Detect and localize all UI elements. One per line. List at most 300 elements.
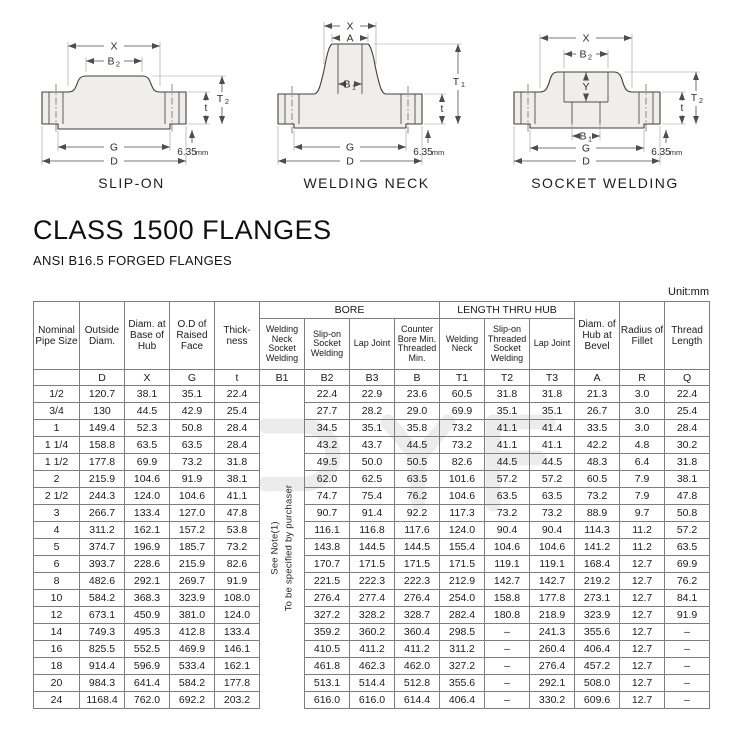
cell-T1: 254.0: [440, 590, 485, 607]
symbol-A: A: [575, 370, 620, 386]
cell-size: 4: [34, 522, 80, 539]
cell-T3: 57.2: [530, 471, 575, 488]
cell-D: 177.8: [80, 454, 125, 471]
cell-R: 6.4: [620, 454, 665, 471]
col-header-bore-slip-on: Slip-on Socket Welding: [305, 319, 350, 370]
cell-B3: 616.0: [350, 692, 395, 709]
cell-A: 508.0: [575, 675, 620, 692]
cell-T1: 101.6: [440, 471, 485, 488]
symbol-D: D: [80, 370, 125, 386]
cell-T2: 158.8: [485, 590, 530, 607]
cell-B: 411.2: [395, 641, 440, 658]
table-row: [34, 624, 710, 641]
cell-X: 38.1: [125, 386, 170, 403]
table-row: [34, 386, 710, 403]
cell-D: 311.2: [80, 522, 125, 539]
cell-B1-merged: [260, 675, 305, 692]
cell-t: 31.8: [215, 454, 260, 471]
cell-B2: 616.0: [305, 692, 350, 709]
dim-d-label: D: [110, 155, 118, 168]
cell-B2: 276.4: [305, 590, 350, 607]
cell-size: 3/4: [34, 403, 80, 420]
cell-Q: –: [665, 624, 710, 641]
cell-B: 614.4: [395, 692, 440, 709]
cell-D: 984.3: [80, 675, 125, 692]
cell-B3: 28.2: [350, 403, 395, 420]
cell-T3: 31.8: [530, 386, 575, 403]
cell-A: 73.2: [575, 488, 620, 505]
dim-b1-sub: 1: [587, 134, 593, 144]
symbol-empty-cell: [34, 370, 80, 386]
cell-B: 328.7: [395, 607, 440, 624]
cell-T1: 406.4: [440, 692, 485, 709]
cell-Q: 91.9: [665, 607, 710, 624]
dim-d-label: D: [582, 155, 590, 168]
table-row: [34, 488, 710, 505]
cell-D: 244.3: [80, 488, 125, 505]
cell-B3: 222.3: [350, 573, 395, 590]
col-header-bore-welding-neck: Welding Neck Socket Welding: [260, 319, 305, 370]
cell-R: 12.7: [620, 556, 665, 573]
cell-B3: 360.2: [350, 624, 395, 641]
cell-T3: 276.4: [530, 658, 575, 675]
cell-T2: –: [485, 624, 530, 641]
cell-Q: –: [665, 692, 710, 709]
cell-R: 12.7: [620, 590, 665, 607]
cell-B: 92.2: [395, 505, 440, 522]
cell-T2: 41.1: [485, 437, 530, 454]
cell-D: 215.9: [80, 471, 125, 488]
cell-B2: 221.5: [305, 573, 350, 590]
cell-B2: 143.8: [305, 539, 350, 556]
cell-size: 2: [34, 471, 80, 488]
cell-R: 7.9: [620, 488, 665, 505]
cell-B2: 359.2: [305, 624, 350, 641]
cell-X: 44.5: [125, 403, 170, 420]
cell-A: 21.3: [575, 386, 620, 403]
table-row: [34, 556, 710, 573]
col-header-hub-slip-on: Slip-on Threaded Socket Welding: [485, 319, 530, 370]
cell-T1: 124.0: [440, 522, 485, 539]
cell-G: 73.2: [170, 454, 215, 471]
cell-T1: 104.6: [440, 488, 485, 505]
cell-Q: –: [665, 675, 710, 692]
cell-X: 124.0: [125, 488, 170, 505]
cell-T1: 117.3: [440, 505, 485, 522]
cell-Q: 50.8: [665, 505, 710, 522]
col-header-diam-base-hub: Diam. at Base of Hub: [125, 302, 170, 370]
symbol-t: t: [215, 370, 260, 386]
cell-T3: 41.4: [530, 420, 575, 437]
cell-G: 412.8: [170, 624, 215, 641]
cell-B3: 144.5: [350, 539, 395, 556]
cell-B2: 170.7: [305, 556, 350, 573]
cell-size: 8: [34, 573, 80, 590]
cell-Q: –: [665, 658, 710, 675]
cell-G: 469.9: [170, 641, 215, 658]
cell-B: 360.4: [395, 624, 440, 641]
cell-B1-merged: [260, 437, 305, 454]
cell-R: 12.7: [620, 624, 665, 641]
cell-B2: 34.5: [305, 420, 350, 437]
cell-R: 7.9: [620, 471, 665, 488]
cell-t: 177.8: [215, 675, 260, 692]
cell-T3: 35.1: [530, 403, 575, 420]
cell-R: 3.0: [620, 403, 665, 420]
cell-R: 12.7: [620, 573, 665, 590]
cell-T3: 292.1: [530, 675, 575, 692]
cell-T3: 90.4: [530, 522, 575, 539]
dim-x-label: X: [345, 20, 354, 33]
cell-B2: 27.7: [305, 403, 350, 420]
cell-Q: 22.4: [665, 386, 710, 403]
dim-t1-sub: 1: [460, 80, 465, 89]
cell-T3: 260.4: [530, 641, 575, 658]
table-row: [34, 692, 710, 709]
table-row: [34, 590, 710, 607]
cell-t: 108.0: [215, 590, 260, 607]
cell-D: 482.6: [80, 573, 125, 590]
cell-B1-merged: [260, 454, 305, 471]
flange-diagrams: [0, 0, 730, 191]
col-header-bore-lap-joint: Lap Joint: [350, 319, 395, 370]
cell-T1: 73.2: [440, 420, 485, 437]
table-row: [34, 607, 710, 624]
cell-D: 393.7: [80, 556, 125, 573]
cell-size: 1 1/4: [34, 437, 80, 454]
unit-label: Unit:mm: [668, 286, 709, 298]
cell-t: 25.4: [215, 403, 260, 420]
diagram-welding-neck: [258, 12, 476, 191]
dim-x-label: X: [110, 40, 118, 53]
cell-T1: 327.2: [440, 658, 485, 675]
cell-D: 749.3: [80, 624, 125, 641]
cell-X: 63.5: [125, 437, 170, 454]
raised-face-note-unit: mm: [669, 148, 683, 157]
cell-T1: 298.5: [440, 624, 485, 641]
cell-R: 12.7: [620, 641, 665, 658]
cell-X: 641.4: [125, 675, 170, 692]
cell-T1: 355.6: [440, 675, 485, 692]
cell-B2: 513.1: [305, 675, 350, 692]
cell-T1: 171.5: [440, 556, 485, 573]
b1-note-line2: To be specified by purchaser: [283, 484, 294, 612]
cell-A: 60.5: [575, 471, 620, 488]
cell-B: 29.0: [395, 403, 440, 420]
group-header-length-thru-hub: LENGTH THRU HUB: [440, 302, 575, 319]
cell-A: 26.7: [575, 403, 620, 420]
cell-T2: 44.5: [485, 454, 530, 471]
cell-B3: 462.3: [350, 658, 395, 675]
cell-size: 12: [34, 607, 80, 624]
cell-B2: 74.7: [305, 488, 350, 505]
cell-G: 584.2: [170, 675, 215, 692]
cell-B: 144.5: [395, 539, 440, 556]
col-header-outside-diam: Outside Diam.: [80, 302, 125, 370]
cell-size: 3: [34, 505, 80, 522]
cell-B2: 49.5: [305, 454, 350, 471]
cell-Q: 28.4: [665, 420, 710, 437]
cell-T3: 73.2: [530, 505, 575, 522]
page-title: CLASS 1500 FLANGES: [33, 215, 332, 245]
cell-T2: 90.4: [485, 522, 530, 539]
dim-x-label: X: [582, 32, 590, 45]
cell-T3: 63.5: [530, 488, 575, 505]
cell-T3: 177.8: [530, 590, 575, 607]
dim-t-label: t: [440, 103, 443, 115]
cell-Q: 31.8: [665, 454, 710, 471]
cell-G: 215.9: [170, 556, 215, 573]
cell-G: 692.2: [170, 692, 215, 709]
raised-face-note: 6.35: [651, 147, 671, 158]
cell-X: 162.1: [125, 522, 170, 539]
cell-B: 44.5: [395, 437, 440, 454]
cell-T3: 104.6: [530, 539, 575, 556]
cell-A: 323.9: [575, 607, 620, 624]
cell-A: 406.4: [575, 641, 620, 658]
cell-B1-merged: [260, 420, 305, 437]
dim-t2-sub: 2: [224, 97, 230, 106]
col-header-counter-bore: Counter Bore Min. Threaded Min.: [395, 319, 440, 370]
cell-G: 269.7: [170, 573, 215, 590]
b1-note-line1: See Note(1): [269, 521, 281, 575]
dim-t-label: t: [204, 102, 208, 114]
col-header-diam-hub-bevel: Diam. of Hub at Bevel: [575, 302, 620, 370]
dim-b1-label: B: [579, 130, 587, 143]
cell-B1-merged: [260, 692, 305, 709]
symbol-B: B: [395, 370, 440, 386]
cell-t: 133.4: [215, 624, 260, 641]
cell-T3: 241.3: [530, 624, 575, 641]
cell-T3: 41.1: [530, 437, 575, 454]
cell-T3: 330.2: [530, 692, 575, 709]
cell-T2: 142.7: [485, 573, 530, 590]
cell-B2: 43.2: [305, 437, 350, 454]
cell-T2: 31.8: [485, 386, 530, 403]
cell-size: 20: [34, 675, 80, 692]
col-header-thread-length: Thread Length: [665, 302, 710, 370]
cell-X: 52.3: [125, 420, 170, 437]
cell-X: 495.3: [125, 624, 170, 641]
cell-X: 196.9: [125, 539, 170, 556]
dim-g-label: G: [345, 141, 354, 154]
cell-R: 12.7: [620, 692, 665, 709]
cell-X: 762.0: [125, 692, 170, 709]
col-header-thickness: Thick-ness: [215, 302, 260, 370]
cell-t: 28.4: [215, 420, 260, 437]
diagram-caption-socket-welding: SOCKET WELDING: [531, 175, 679, 191]
cell-T2: 35.1: [485, 403, 530, 420]
diagram-caption-slip-on: SLIP-ON: [98, 175, 165, 191]
cell-B3: 277.4: [350, 590, 395, 607]
cell-R: 9.7: [620, 505, 665, 522]
cell-t: 124.0: [215, 607, 260, 624]
cell-t: 38.1: [215, 471, 260, 488]
cell-T2: 119.1: [485, 556, 530, 573]
cell-A: 42.2: [575, 437, 620, 454]
b1-note: [269, 485, 296, 612]
cell-Q: 84.1: [665, 590, 710, 607]
cell-T2: 104.6: [485, 539, 530, 556]
cell-A: 219.2: [575, 573, 620, 590]
cell-T3: 119.1: [530, 556, 575, 573]
table-row: [34, 573, 710, 590]
cell-B3: 43.7: [350, 437, 395, 454]
dim-g-label: G: [581, 142, 591, 155]
symbol-B2: B2: [305, 370, 350, 386]
raised-face-note-unit: mm: [195, 148, 209, 157]
title-block: [33, 215, 730, 268]
cell-X: 368.3: [125, 590, 170, 607]
cell-A: 457.2: [575, 658, 620, 675]
dim-t2-label: T: [216, 93, 224, 105]
welding-neck-drawing: [258, 12, 476, 170]
dim-t1-label: T: [452, 76, 459, 88]
dim-b1-sub: 1: [351, 82, 356, 92]
cell-R: 4.8: [620, 437, 665, 454]
table-row: [34, 505, 710, 522]
raised-face-note-unit: mm: [431, 148, 444, 157]
cell-B2: 90.7: [305, 505, 350, 522]
cell-D: 914.4: [80, 658, 125, 675]
cell-B1-merged: [260, 386, 305, 403]
cell-Q: 25.4: [665, 403, 710, 420]
cell-D: 584.2: [80, 590, 125, 607]
header-row-symbols: [34, 370, 710, 386]
cell-R: 12.7: [620, 607, 665, 624]
cell-D: 120.7: [80, 386, 125, 403]
symbol-B1: B1: [260, 370, 305, 386]
cell-X: 69.9: [125, 454, 170, 471]
cell-X: 104.6: [125, 471, 170, 488]
symbol-T3: T3: [530, 370, 575, 386]
cell-size: 1: [34, 420, 80, 437]
table-row: [34, 471, 710, 488]
symbol-B3: B3: [350, 370, 395, 386]
col-header-od-raised-face: O.D of Raised Face: [170, 302, 215, 370]
cell-t: 53.8: [215, 522, 260, 539]
cell-T1: 60.5: [440, 386, 485, 403]
cell-R: 12.7: [620, 675, 665, 692]
table-row: [34, 437, 710, 454]
cell-B3: 328.2: [350, 607, 395, 624]
cell-A: 48.3: [575, 454, 620, 471]
cell-T2: 63.5: [485, 488, 530, 505]
raised-face-note: 6.35: [177, 147, 197, 158]
cell-A: 609.6: [575, 692, 620, 709]
cell-T2: –: [485, 658, 530, 675]
cell-G: 185.7: [170, 539, 215, 556]
col-header-radius-fillet: Radius of Fillet: [620, 302, 665, 370]
dim-g-label: G: [109, 141, 119, 154]
cell-B: 50.5: [395, 454, 440, 471]
cell-T1: 69.9: [440, 403, 485, 420]
cell-R: 3.0: [620, 386, 665, 403]
cell-B: 276.4: [395, 590, 440, 607]
table-row: [34, 658, 710, 675]
cell-B: 222.3: [395, 573, 440, 590]
cell-B3: 171.5: [350, 556, 395, 573]
slip-on-drawing: [24, 12, 239, 170]
cell-B3: 116.8: [350, 522, 395, 539]
col-header-hub-welding-neck: Welding Neck: [440, 319, 485, 370]
cell-D: 149.4: [80, 420, 125, 437]
cell-D: 673.1: [80, 607, 125, 624]
cell-size: 1 1/2: [34, 454, 80, 471]
flange-dimensions-table: [33, 301, 710, 709]
cell-Q: 47.8: [665, 488, 710, 505]
cell-T2: –: [485, 692, 530, 709]
cell-B1-merged: [260, 624, 305, 641]
cell-G: 63.5: [170, 437, 215, 454]
cell-X: 596.9: [125, 658, 170, 675]
cell-B: 23.6: [395, 386, 440, 403]
cell-B3: 35.1: [350, 420, 395, 437]
cell-B1-merged: [260, 641, 305, 658]
cell-B3: 62.5: [350, 471, 395, 488]
symbol-G: G: [170, 370, 215, 386]
cell-Q: 69.9: [665, 556, 710, 573]
cell-G: 381.0: [170, 607, 215, 624]
cell-t: 162.1: [215, 658, 260, 675]
cell-T1: 282.4: [440, 607, 485, 624]
dim-b2-sub: 2: [115, 59, 121, 69]
cell-X: 228.6: [125, 556, 170, 573]
cell-B3: 75.4: [350, 488, 395, 505]
cell-A: 273.1: [575, 590, 620, 607]
symbol-X: X: [125, 370, 170, 386]
cell-D: 130: [80, 403, 125, 420]
cell-A: 33.5: [575, 420, 620, 437]
cell-t: 41.1: [215, 488, 260, 505]
cell-G: 91.9: [170, 471, 215, 488]
cell-T1: 311.2: [440, 641, 485, 658]
table-row: [34, 539, 710, 556]
symbol-T1: T1: [440, 370, 485, 386]
cell-Q: 38.1: [665, 471, 710, 488]
dim-d-label: D: [345, 155, 354, 168]
cell-A: 141.2: [575, 539, 620, 556]
cell-B1-merged: [260, 403, 305, 420]
header-row-groups: [34, 302, 710, 319]
cell-B2: 327.2: [305, 607, 350, 624]
flange-table-section: [33, 286, 709, 709]
cell-G: 533.4: [170, 658, 215, 675]
cell-T3: 142.7: [530, 573, 575, 590]
cell-G: 42.9: [170, 403, 215, 420]
cell-T2: 180.8: [485, 607, 530, 624]
cell-G: 157.2: [170, 522, 215, 539]
cell-R: 12.7: [620, 658, 665, 675]
cell-t: 47.8: [215, 505, 260, 522]
cell-D: 266.7: [80, 505, 125, 522]
cell-T2: 41.1: [485, 420, 530, 437]
cell-D: 1168.4: [80, 692, 125, 709]
cell-t: 82.6: [215, 556, 260, 573]
cell-B3: 22.9: [350, 386, 395, 403]
cell-D: 158.8: [80, 437, 125, 454]
cell-X: 292.1: [125, 573, 170, 590]
socket-welding-drawing: [494, 12, 716, 170]
symbol-T2: T2: [485, 370, 530, 386]
dim-t2-label: T: [690, 92, 698, 104]
cell-Q: 63.5: [665, 539, 710, 556]
cell-A: 114.3: [575, 522, 620, 539]
col-header-hub-lap-joint: Lap Joint: [530, 319, 575, 370]
cell-R: 11.2: [620, 539, 665, 556]
cell-size: 6: [34, 556, 80, 573]
cell-T3: 218.9: [530, 607, 575, 624]
